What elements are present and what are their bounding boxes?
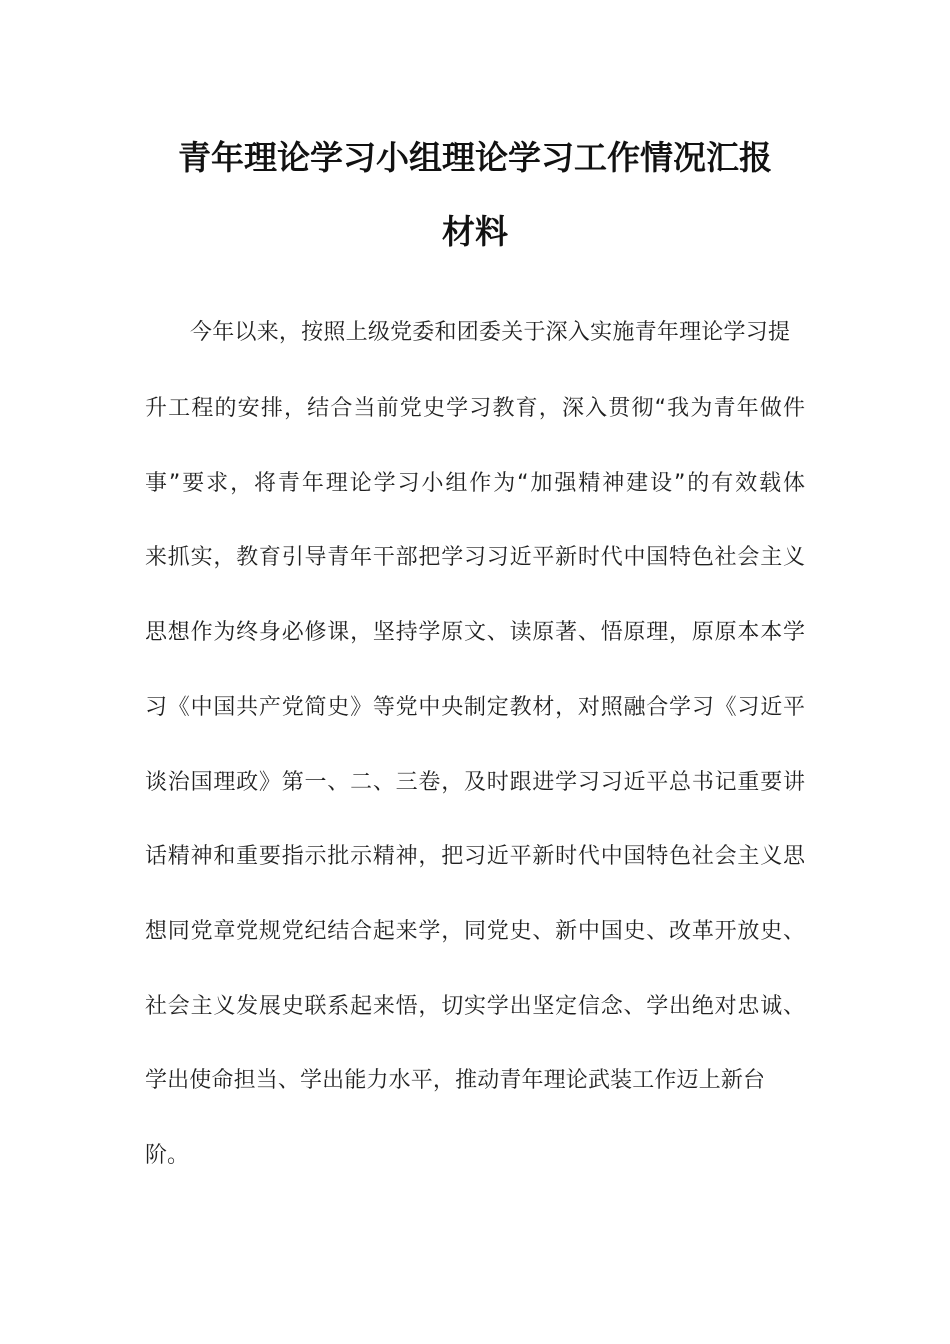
paragraph-line: 话精神和重要指示批示精神，把习近平新时代中国特色社会主义思	[145, 844, 805, 869]
paragraph-line: 想同党章党规党纪结合起来学，同党史、新中国史、改革开放史、	[145, 919, 805, 944]
document-title-line-2: 材料	[442, 212, 508, 251]
document-title-line-1: 青年理论学习小组理论学习工作情况汇报	[178, 138, 772, 177]
paragraph-line: 事”要求，将青年理论学习小组作为“加强精神建设”的有效载体	[145, 471, 805, 496]
paragraph-line: 社会主义发展史联系起来悟，切实学出坚定信念、学出绝对忠诚、	[145, 994, 805, 1019]
paragraph-line: 习《中国共产党简史》等党中央制定教材，对照融合学习《习近平	[145, 695, 805, 720]
paragraph-line: 谈治国理政》第一、二、三卷，及时跟进学习习近平总书记重要讲	[145, 770, 805, 795]
paragraph-line: 来抓实，教育引导青年干部把学习习近平新时代中国特色社会主义	[145, 545, 805, 570]
paragraph-line: 升工程的安排，结合当前党史学习教育，深入贯彻“我为青年做件	[145, 396, 805, 421]
paragraph-line: 学出使命担当、学出能力水平，推动青年理论武装工作迈上新台	[145, 1068, 765, 1093]
paragraph-line: 思想作为终身必修课，坚持学原文、读原著、悟原理，原原本本学	[145, 620, 805, 645]
paragraph-line: 阶。	[145, 1143, 190, 1168]
paragraph-line: 今年以来，按照上级党委和团委关于深入实施青年理论学习提	[190, 320, 790, 345]
